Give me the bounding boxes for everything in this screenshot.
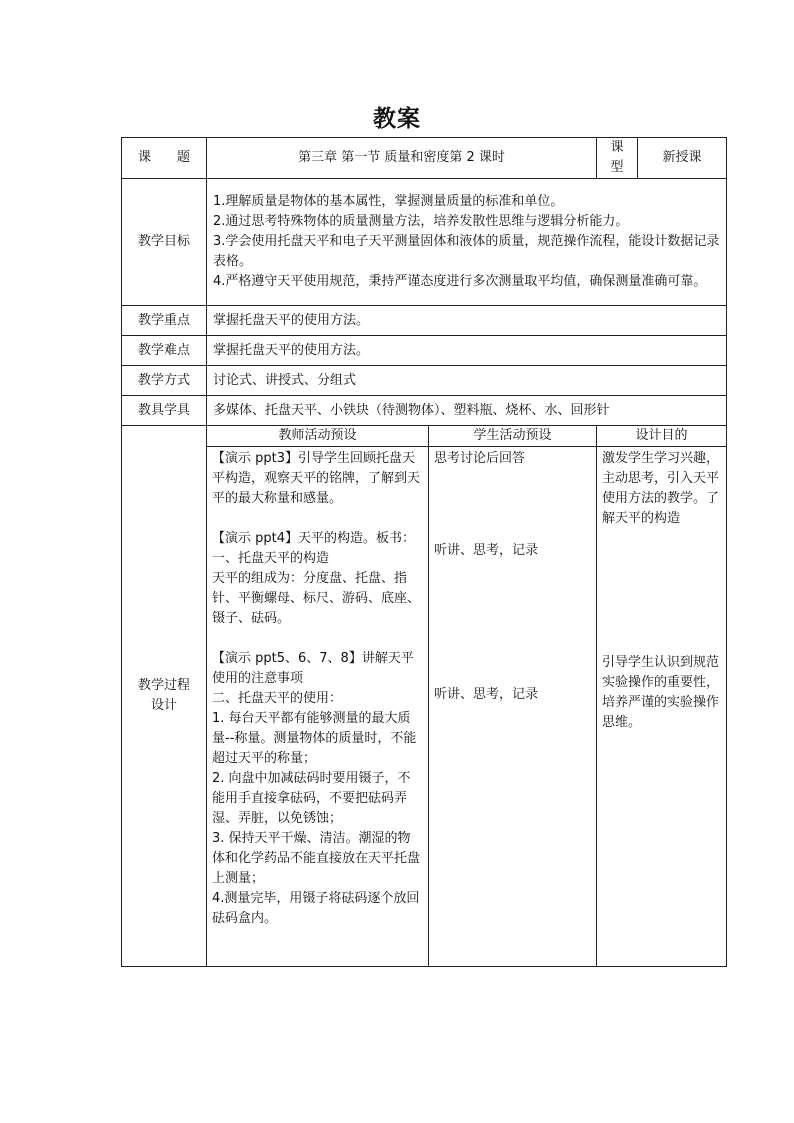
header-teacher: 教师活动预设 bbox=[207, 426, 429, 447]
row-goals bbox=[122, 179, 727, 306]
topic-value: 第三章 第一节 质量和密度第 2 课时 bbox=[207, 138, 597, 179]
header-student: 学生活动预设 bbox=[429, 426, 597, 447]
type-label: 课 型 bbox=[597, 138, 638, 179]
key-point-value: 掌握托盘天平的使用方法。 bbox=[207, 306, 727, 336]
difficulty-label: 教学难点 bbox=[122, 336, 207, 366]
topic-label: 课 题 bbox=[122, 138, 207, 179]
teacher-paragraph: 【演示 ppt4】天平的构造。板书： bbox=[212, 531, 416, 546]
row-method bbox=[122, 366, 727, 396]
student-activities bbox=[429, 447, 597, 967]
row-tools bbox=[122, 396, 727, 426]
teacher-paragraph: 【演示 ppt3】引导学生回顾托盘天平构造，观察天平的铭牌，了解到天平的最大称量和感量。 bbox=[212, 451, 421, 506]
goal-item: 2.通过思考特殊物体的质量测量方法，培养发散性思维与逻辑分析能力。 bbox=[213, 214, 629, 229]
row-topic bbox=[122, 138, 727, 179]
goal-item: 3.学会使用托盘天平和电子天平测量固体和液体的质量，规范操作流程，能设计数据记录表格。 bbox=[213, 234, 720, 269]
design-purpose bbox=[597, 447, 727, 967]
purpose-item: 引导学生认识到规范实验操作的重要性，培养严谨的实验操作思维。 bbox=[602, 655, 720, 730]
method-label: 教学方式 bbox=[122, 366, 207, 396]
row-key-point bbox=[122, 306, 727, 336]
key-point-label: 教学重点 bbox=[122, 306, 207, 336]
teacher-paragraph: 1. 每台天平都有能够测量的最大质量--称量。测量物体的质量时，不能超过天平的称量； bbox=[212, 711, 417, 766]
difficulty-value: 掌握托盘天平的使用方法。 bbox=[207, 336, 727, 366]
type-value: 新授课 bbox=[638, 138, 727, 179]
student-item: 思考讨论后回答 bbox=[434, 451, 526, 466]
teacher-paragraph: 2. 向盘中加减砝码时要用镊子，不能用手直接拿砝码，不要把砝码弄湿、弄脏，以免锈蚀； bbox=[212, 771, 411, 826]
method-value: 讨论式、讲授式、分组式 bbox=[207, 366, 727, 396]
goal-item: 1.理解质量是物体的基本属性，掌握测量质量的标准和单位。 bbox=[213, 194, 564, 209]
teacher-activities bbox=[207, 447, 429, 967]
teacher-paragraph: 一、托盘天平的构造 bbox=[212, 551, 330, 566]
teacher-paragraph: 3. 保持天平干燥、清洁。潮湿的物体和化学药品不能直接放在天平托盘上测量； bbox=[212, 831, 421, 886]
row-process-body bbox=[122, 447, 727, 967]
row-process-headers bbox=[122, 426, 727, 447]
lesson-plan-table bbox=[121, 137, 727, 967]
header-purpose: 设计目的 bbox=[597, 426, 727, 447]
goals-list bbox=[207, 179, 727, 306]
process-label: 教学过程设计 bbox=[122, 426, 207, 967]
tools-value: 多媒体、托盘天平、小铁块（待测物体）、塑料瓶、烧杯、水、回形针 bbox=[207, 396, 727, 426]
page-title: 教案 bbox=[373, 106, 421, 132]
teacher-paragraph: 天平的组成为：分度盘、托盘、指针、平衡螺母、标尺、游码、底座、镊子、砝码。 bbox=[212, 571, 421, 626]
goal-item: 4.严格遵守天平使用规范，秉持严谨态度进行多次测量取平均值，确保测量准确可靠。 bbox=[213, 274, 707, 289]
student-item: 听讲、思考，记录 bbox=[434, 687, 539, 702]
row-difficulty bbox=[122, 336, 727, 366]
tools-label: 教具学具 bbox=[122, 396, 207, 426]
goals-label: 教学目标 bbox=[122, 179, 207, 306]
teacher-paragraph: 4.测量完毕，用镊子将砝码逐个放回砝码盒内。 bbox=[212, 891, 420, 926]
teacher-paragraph: 二、托盘天平的使用： bbox=[212, 691, 343, 706]
purpose-item: 激发学生学习兴趣，主动思考，引入天平使用方法的教学。了解天平的构造 bbox=[602, 451, 720, 526]
teacher-paragraph: 【演示 ppt5、6、7、8】讲解天平使用的注意事项 bbox=[212, 651, 414, 686]
student-item: 听讲、思考，记录 bbox=[434, 543, 539, 558]
